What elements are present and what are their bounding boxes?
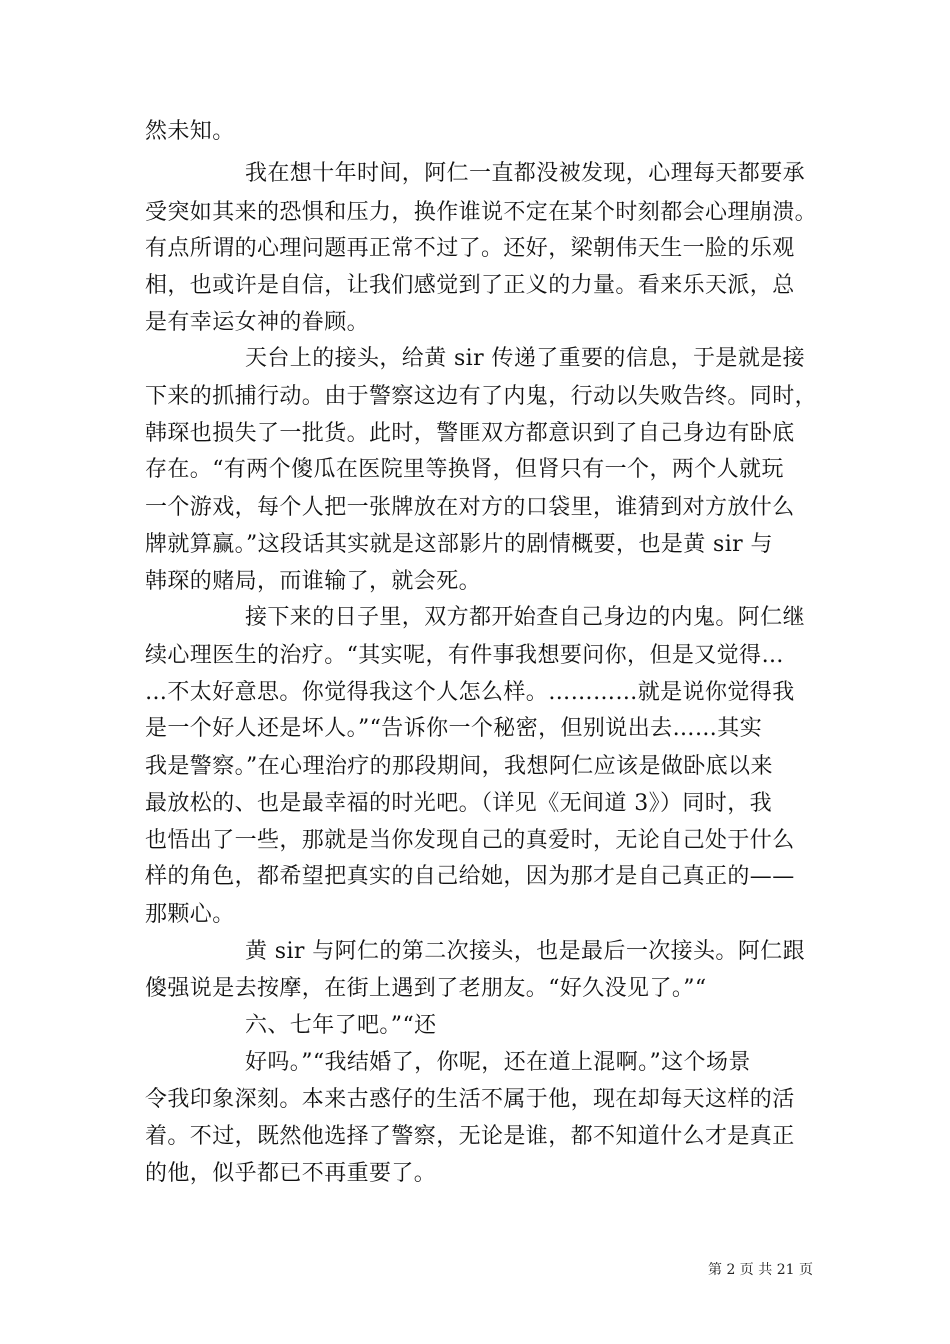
text-line: 然未知。 bbox=[145, 119, 235, 144]
text-line: 的他，似乎都已不再重要了。 bbox=[145, 1161, 437, 1186]
text-line: …不太好意思。你觉得我这个人怎么样。…………就是说你觉得我 bbox=[145, 680, 795, 705]
text-line: 六、七年了吧。”“还 bbox=[245, 1013, 437, 1038]
text-line: 续心理医生的治疗。“其实呢，有件事我想要问你，但是又觉得… bbox=[145, 643, 784, 668]
text-line: 受突如其来的恐惧和压力，换作谁说不定在某个时刻都会心理崩溃。 bbox=[145, 200, 818, 225]
text-line: 傻强说是去按摩，在街上遇到了老朋友。“好久没见了。”“ bbox=[145, 976, 707, 1001]
text-line: 韩琛的赌局，而谁输了，就会死。 bbox=[145, 569, 482, 594]
text-line: 最放松的、也是最幸福的时光吧。（详见《无间道 3》）同时，我 bbox=[145, 791, 772, 816]
text-line: 着。不过，既然他选择了警察，无论是谁，都不知道什么才是真正 bbox=[145, 1124, 795, 1149]
text-line: 好吗。”“我结婚了，你呢，还在道上混啊。”这个场景 bbox=[245, 1050, 751, 1075]
text-line: 相，也或许是自信，让我们感觉到了正义的力量。看来乐天派，总 bbox=[145, 273, 795, 298]
text-line: 是有幸运女神的眷顾。 bbox=[145, 310, 370, 335]
text-line: 下来的抓捕行动。由于警察这边有了内鬼，行动以失败告终。同时， bbox=[145, 384, 818, 409]
text-line: 韩琛也损失了一批货。此时，警匪双方都意识到了自己身边有卧底 bbox=[145, 421, 795, 446]
text-line: 我在想十年时间，阿仁一直都没被发现，心理每天都要承 bbox=[245, 161, 806, 186]
text-line: 天台上的接头，给黄 sir 传递了重要的信息，于是就是接 bbox=[245, 346, 806, 371]
text-line: 那颗心。 bbox=[145, 902, 235, 927]
text-line: 也悟出了一些，那就是当你发现自己的真爱时，无论自己处于什么 bbox=[145, 828, 795, 853]
text-line: 牌就算赢。”这段话其实就是这部影片的剧情概要，也是黄 sir 与 bbox=[145, 532, 773, 557]
text-line: 是一个好人还是坏人。”“告诉你一个秘密，但别说出去……其实 bbox=[145, 716, 763, 741]
text-line: 样的角色，都希望把真实的自己给她，因为那才是自己真正的—— bbox=[145, 864, 795, 889]
page-indicator: 第 2 页 共 21 页 bbox=[708, 1262, 813, 1278]
text-line: 有点所谓的心理问题再正常不过了。还好，梁朝伟天生一脸的乐观 bbox=[145, 236, 795, 261]
text-line: 我是警察。”在心理治疗的那段期间，我想阿仁应该是做卧底以来 bbox=[145, 754, 773, 779]
text-line: 令我印象深刻。本来古惑仔的生活不属于他，现在却每天这样的活 bbox=[145, 1087, 795, 1112]
text-line: 黄 sir 与阿仁的第二次接头，也是最后一次接头。阿仁跟 bbox=[245, 939, 806, 964]
text-line: 存在。“有两个傻瓜在医院里等换肾，但肾只有一个，两个人就玩 bbox=[145, 457, 784, 482]
text-line: 一个游戏，每个人把一张牌放在对方的口袋里，谁猜到对方放什么 bbox=[145, 495, 795, 520]
text-line: 接下来的日子里，双方都开始查自己身边的内鬼。阿仁继 bbox=[245, 605, 806, 630]
